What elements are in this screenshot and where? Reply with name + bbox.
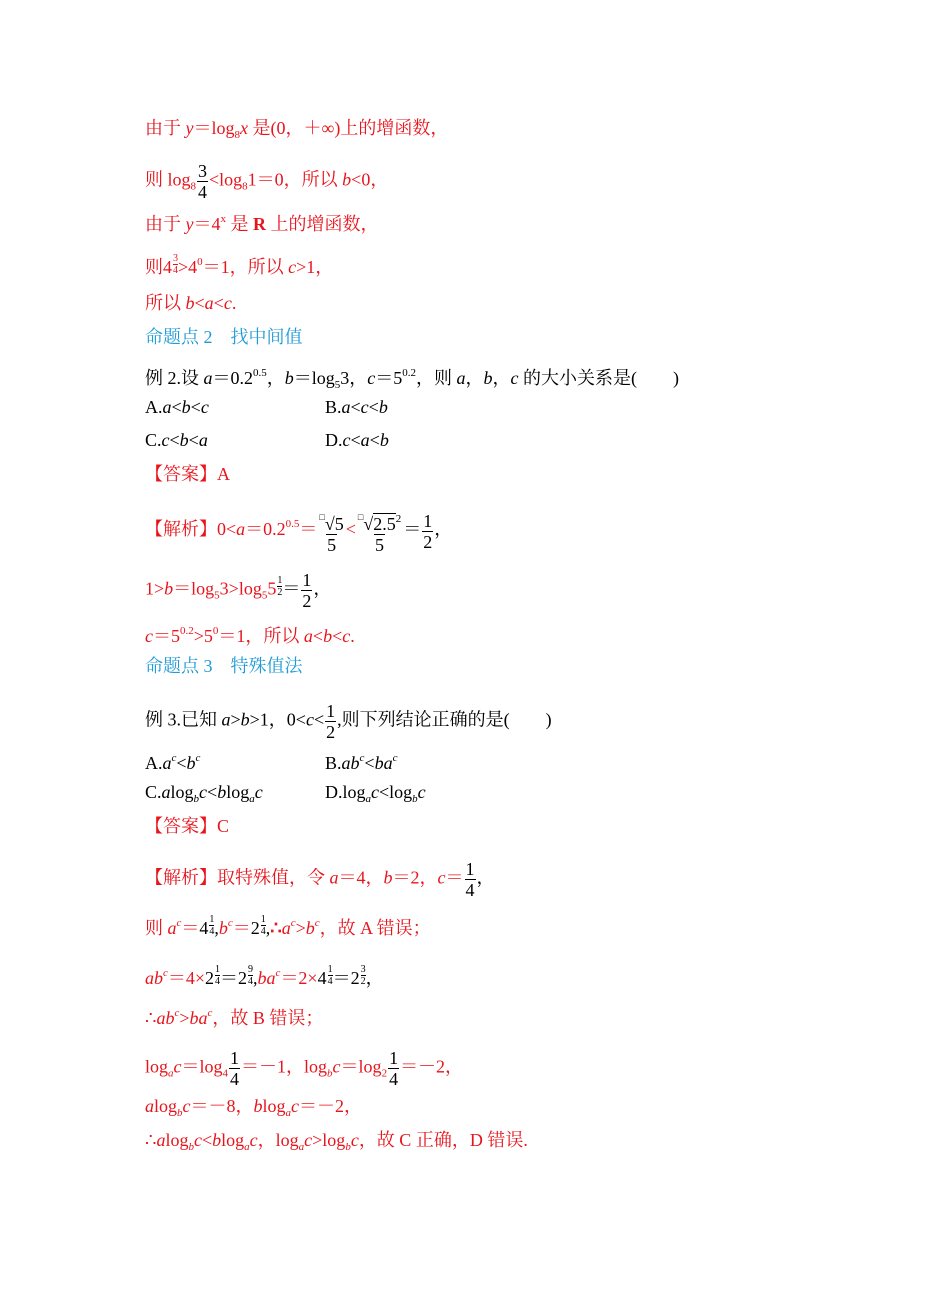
section-heading-2: 命题点 2 找中间值 (145, 327, 303, 347)
example-3-solution-7: ∴alog$_b$c<blog$_a$c，$\log_ac>\log_bc$，故 C 正确，D 错误. (145, 1130, 528, 1153)
example-2-option-d: D.c<a<b (325, 430, 389, 450)
example-3-question: 例 3.已知 a>b>1，0<c< $\frac{1}{2}$ ,则下列结论正确的是( ) (145, 701, 552, 742)
example-2-solution-2: $1>b=\log_53>\log_55$ $\frac{1}{2}$ ＝ $\frac{1}{2}$ ， (145, 570, 332, 611)
example-3-solution-3: $ab^c=4\times 2$ $\frac{1}{4}$ ＝2 $\frac{9}{4}$ $,ba^c=2\times 4$ $\frac{1}{4}$ ＝2 $\frac{3}{2}$ ， (145, 964, 384, 988)
example-3-solution-4: $\therefore ab^c>ba^c$，故 B 错误； (145, 1007, 324, 1028)
example-2-option-b: B.a<c<b (325, 397, 388, 417)
solution-line-4: 则4 $\frac{3}{4}$ $>4^0=1$，所以 c>1， (145, 253, 334, 277)
example-3-option-d: $D.\log_ac<\log_bc$ (325, 782, 426, 805)
solution-line-3: 由于 $y=4^x$ 是 R 上的增函数， (145, 213, 379, 234)
section-heading-3: 命题点 3 特殊值法 (145, 656, 303, 676)
example-2-answer: 【答案】A (145, 464, 230, 484)
example-3-answer: 【答案】C (145, 816, 230, 836)
example-2-solution-1: 【解析】$0<a=0.2^{0.5}=$ $\frac{^□√5}{5}$ < $\frac{^□√2.5^2}{5}$ ＝ $\frac{1}{2}$ ， (145, 510, 453, 555)
example-3-solution-2: 则 $a^c=4$ $\frac{1}{4}$ $,b^c=2$ $\frac{1}{4}$ $,\therefore a^c>b^c$，故 A 错误； (145, 914, 431, 938)
solution-line-2: 则 $\log_8$ $\frac{3}{4}$ $<\log_81=0$，所以 b<0， (145, 161, 389, 202)
example-3-solution-1: 【解析】取特殊值，令 a＝4，b＝2，c＝ $\frac{1}{4}$ ， (145, 859, 495, 900)
example-2-option-c: C.c<b<a (145, 430, 208, 450)
example-2-solution-3: $c=5^{0.2}>5^0=1$，所以 a<b<c. (145, 625, 355, 646)
example-3-option-a: $A.a^c<b^c$ (145, 752, 201, 773)
example-3-solution-6: alog$_b$c＝－8，blog$_a$c＝－2， (145, 1096, 363, 1119)
example-2-question: 例 2.设 $a=0.2^{0.5}$，$b=\log_53$，$c=5^{0.2}$，则 a，b，c 的大小关系是( ) (145, 367, 680, 391)
example-2-option-a: A.a<b<c (145, 397, 209, 417)
example-3-solution-5: $\log_ac=\log_4$ $\frac{1}{4}$ ＝－1，$\log_bc=\log_2$ $\frac{1}{4}$ ＝－2， (145, 1048, 464, 1089)
solution-line-1: 由于 $y=\log_8x$ 是(0，＋∞)上的增函数， (145, 118, 449, 141)
example-3-option-b: $B.ab^c<ba^c$ (325, 752, 398, 773)
solution-line-5: 所以 b<a<c. (145, 293, 237, 313)
example-3-option-c: C.alog$_b$c<blog$_a$c (145, 782, 263, 805)
